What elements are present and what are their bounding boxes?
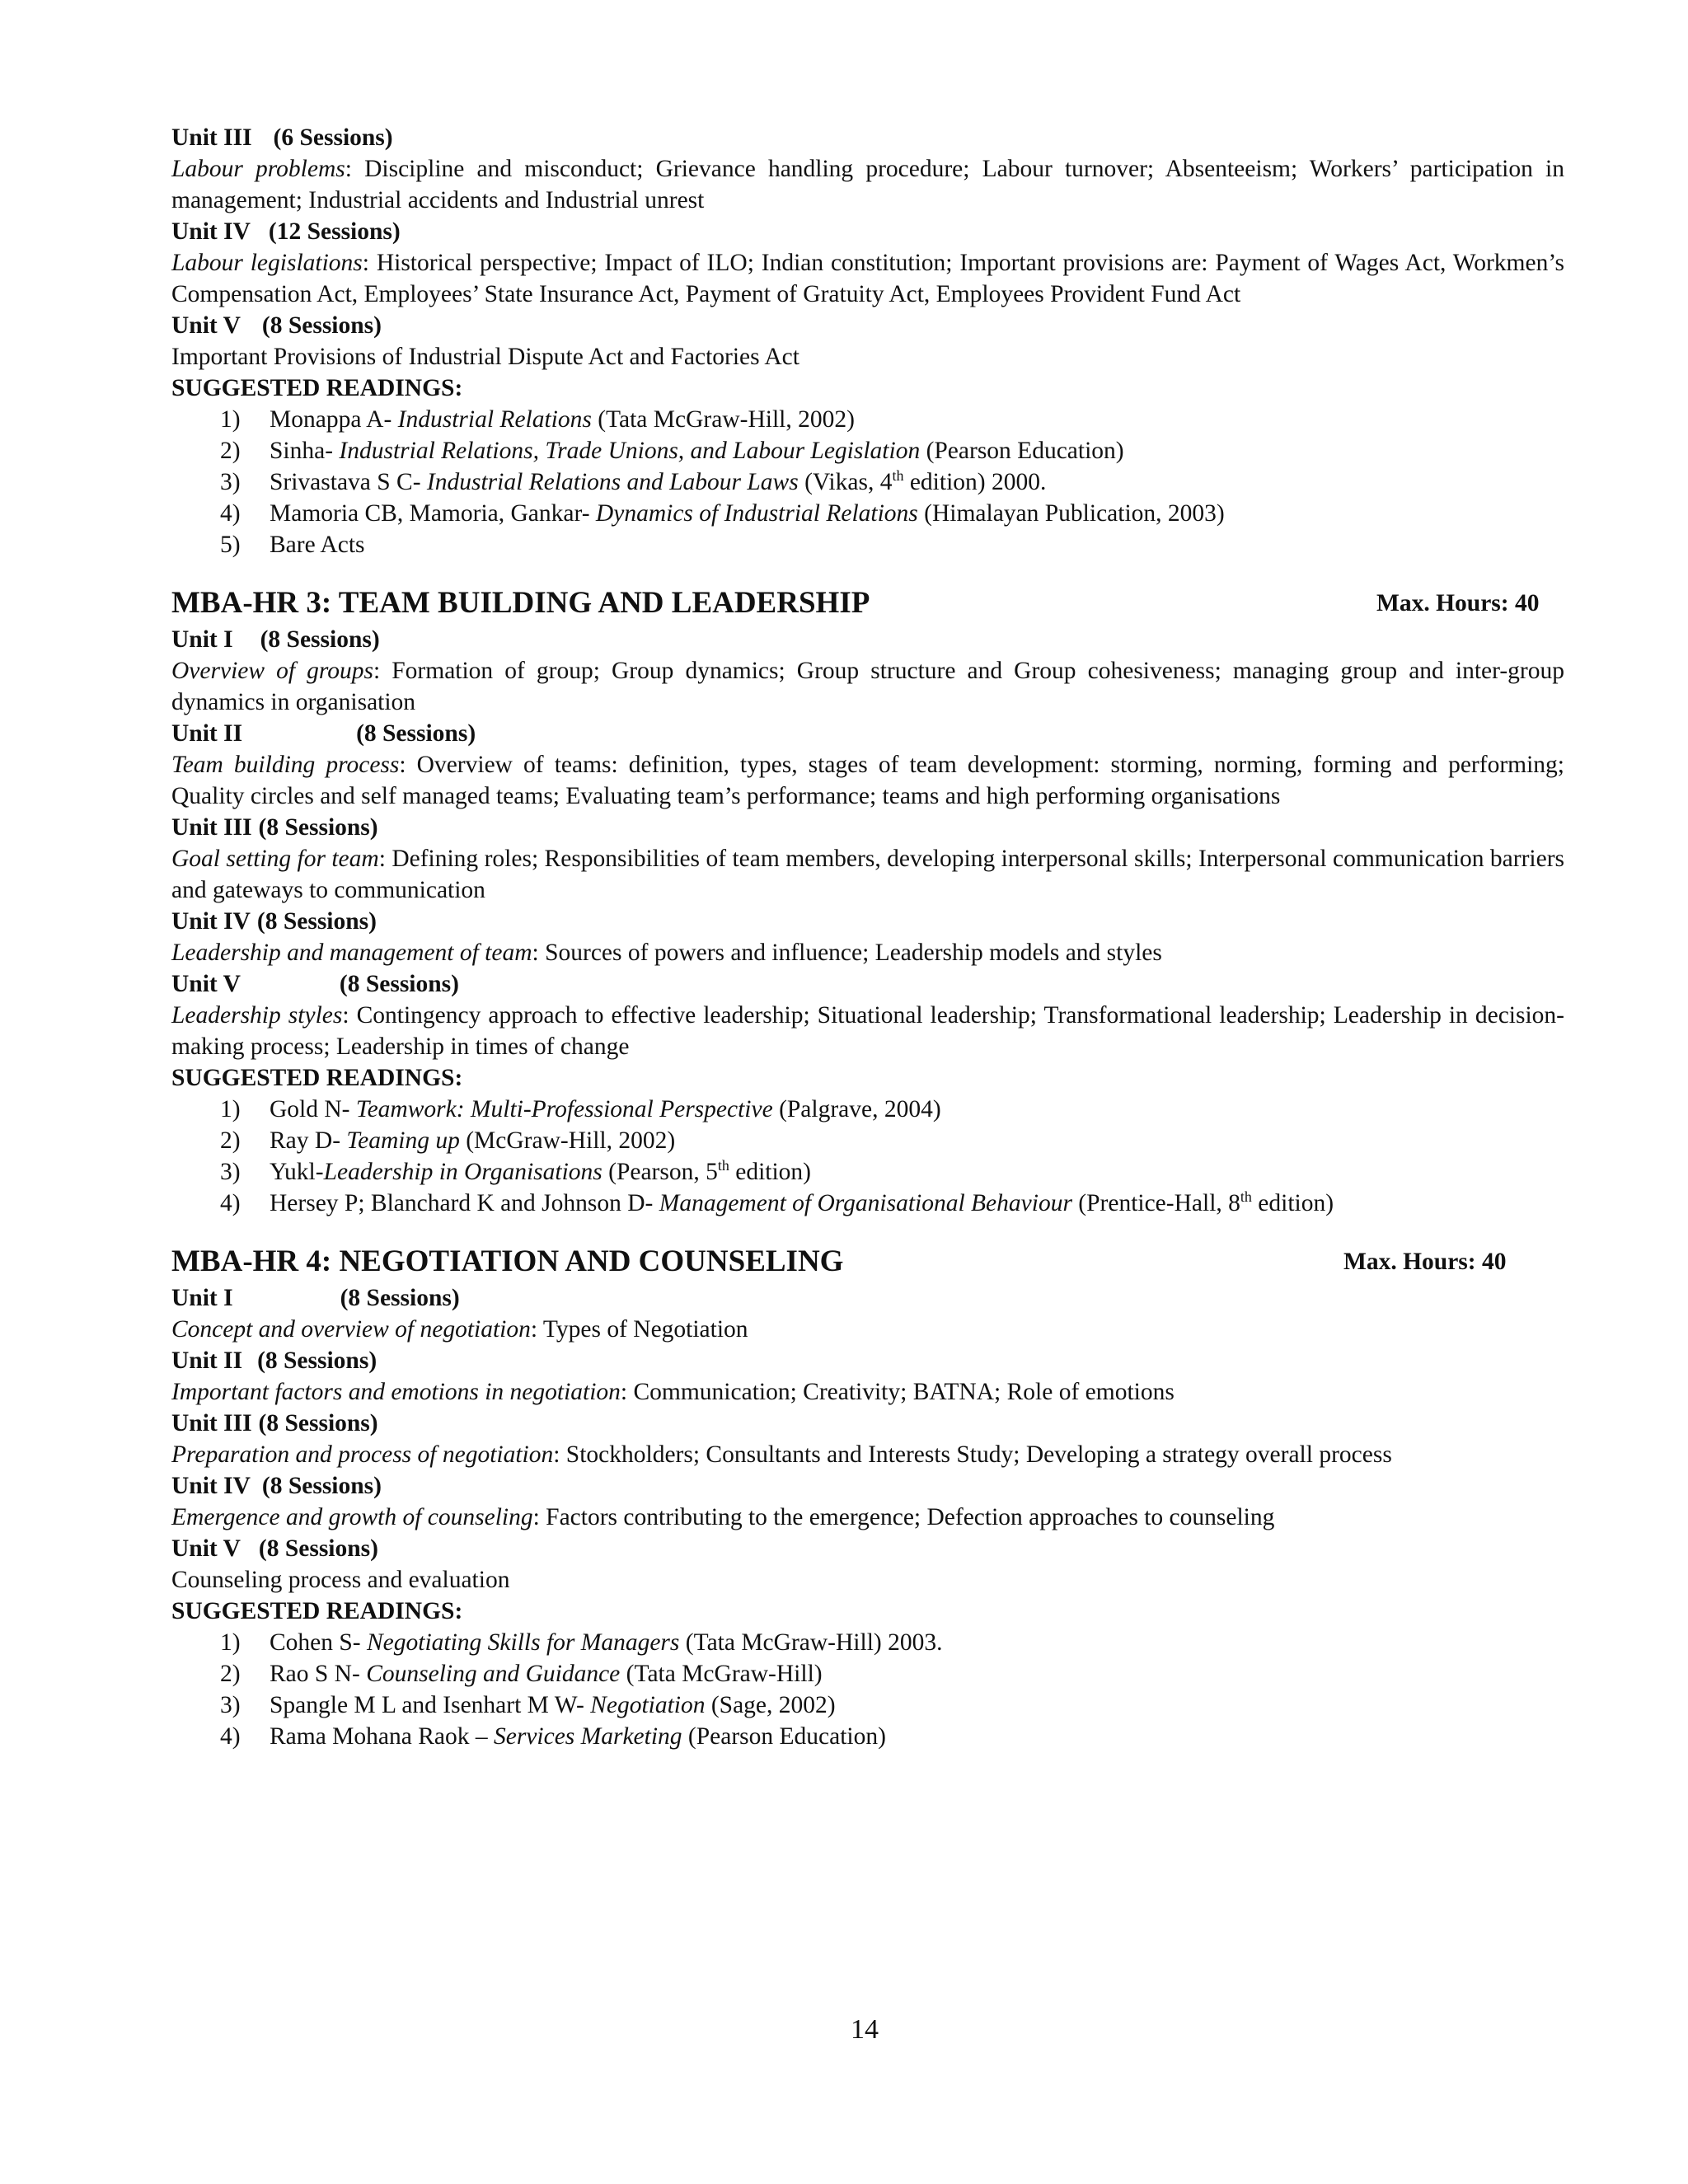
readings-list <box>171 404 1564 560</box>
unit-topic: Important factors and emotions in negotiation <box>171 1379 621 1405</box>
max-hours: Max. Hours: 40 <box>1376 590 1540 616</box>
suggested-readings-heading: SUGGESTED READINGS: <box>171 375 463 401</box>
reading-title: Teamwork: Multi-Professional Perspective <box>355 1096 773 1122</box>
unit-sessions: (12 Sessions) <box>268 218 401 245</box>
suggested-readings-heading: SUGGESTED READINGS: <box>171 1598 463 1624</box>
unit-topic: Labour problems <box>171 156 345 182</box>
unit-content: : Defining roles; Responsibilities of team members, developing interpersonal skills; Interpersonal communication barriers and gateways to communication <box>171 846 1565 903</box>
reading-edition: edition) <box>1251 1190 1334 1216</box>
unit-topic: Team building process <box>171 752 400 778</box>
unit-heading <box>171 310 1564 341</box>
reading-item <box>171 1658 1564 1690</box>
unit-content: : Contingency approach to effective leadership; Situational leadership; Transformational leadership; Leadership in decision-making process; Leadership in times of change <box>171 1002 1564 1060</box>
reading-number: 5) <box>220 532 241 558</box>
reading-author: Spangle M L and Isenhart M W- <box>270 1692 591 1718</box>
unit-sessions: (8 Sessions) <box>258 1535 378 1562</box>
unit-content: Counseling process and evaluation <box>171 1567 510 1593</box>
course-section-hr3 <box>171 586 1564 1219</box>
unit-label: Unit V <box>171 971 241 997</box>
reading-title: Industrial Relations <box>397 406 592 433</box>
reading-publisher: (Himalayan Publication, 2003) <box>917 500 1225 527</box>
unit-heading <box>171 812 1564 843</box>
reading-author: Bare Acts <box>270 532 365 558</box>
reading-number: 3) <box>220 1692 241 1718</box>
unit-description <box>171 1439 1564 1470</box>
reading-number: 2) <box>220 1661 241 1687</box>
page-number: 14 <box>851 2014 879 2045</box>
reading-item <box>171 466 1564 498</box>
reading-item <box>171 1125 1564 1156</box>
unit-sessions: (8 Sessions) <box>258 814 378 841</box>
unit-label: Unit IV <box>171 218 251 245</box>
unit-sessions: (8 Sessions) <box>260 626 380 653</box>
unit-label: Unit III <box>171 1410 252 1436</box>
unit-label: Unit I <box>171 1285 233 1311</box>
reading-publisher: (Tata McGraw-Hill, 2002) <box>591 406 855 433</box>
unit-heading <box>171 718 1564 749</box>
reading-author: Rama Mohana Raok – <box>270 1723 494 1750</box>
reading-author: Srivastava S C- <box>270 469 427 495</box>
reading-publisher: (Pearson Education) <box>920 438 1124 464</box>
unit-sessions: (8 Sessions) <box>340 1285 460 1311</box>
course-title: MBA-HR 4: NEGOTIATION AND COUNSELING <box>171 1244 844 1278</box>
reading-author: Mamoria CB, Mamoria, Gankar- <box>270 500 596 527</box>
unit-topic: Leadership and management of team <box>171 940 532 966</box>
unit-description <box>171 341 1564 373</box>
reading-author: Gold N- <box>270 1096 356 1122</box>
unit-description <box>171 843 1564 906</box>
unit-heading <box>171 968 1564 1000</box>
reading-publisher: (Tata McGraw-Hill) <box>620 1661 823 1687</box>
reading-publisher: (Tata McGraw-Hill) 2003. <box>679 1629 943 1656</box>
course-section-hr4 <box>171 1244 1564 1752</box>
reading-title: Dynamics of Industrial Relations <box>595 500 918 527</box>
reading-title: Management of Organisational Behaviour <box>659 1190 1072 1216</box>
unit-content: : Overview of teams: definition, types, stages of team development: storming, norming, forming and performing; Quality circles and self managed teams; Evaluating team’s performance; teams and high performing organisations <box>171 752 1564 809</box>
unit-sessions: (8 Sessions) <box>261 312 382 339</box>
reading-title: Counseling and Guidance <box>366 1661 621 1687</box>
reading-number: 4) <box>220 1723 241 1750</box>
unit-label: Unit III <box>171 124 252 151</box>
course-title: MBA-HR 3: TEAM BUILDING AND LEADERSHIP <box>171 586 870 620</box>
unit-topic: Preparation and process of negotiation <box>171 1441 554 1468</box>
unit-sessions: (8 Sessions) <box>256 908 377 935</box>
reading-publisher: (Palgrave, 2004) <box>772 1096 941 1122</box>
readings-list <box>171 1627 1564 1752</box>
unit-label: Unit II <box>171 720 243 747</box>
reading-item <box>171 1721 1564 1752</box>
unit-description <box>171 247 1564 310</box>
unit-topic: Concept and overview of negotiation <box>171 1316 531 1343</box>
unit-heading <box>171 1533 1564 1564</box>
unit-content: : Stockholders; Consultants and Interests Study; Developing a strategy overall process <box>553 1441 1392 1468</box>
unit-content: : Communication; Creativity; BATNA; Role of emotions <box>620 1379 1175 1405</box>
reading-author: Cohen S- <box>270 1629 367 1656</box>
reading-number: 4) <box>220 500 241 527</box>
unit-content: : Historical perspective; Impact of ILO; Indian constitution; Important provisions are: Payment of Wages Act, Workmen’s Compensation Act, Employees’ State Insurance Act, Payment of Gratuity Act, Employees Provident Fund Act <box>171 250 1564 307</box>
unit-description <box>171 1314 1564 1345</box>
unit-content: : Discipline and misconduct; Grievance handling procedure; Labour turnover; Absenteeism; Workers’ participation in management; Industrial accidents and Industrial unrest <box>171 156 1564 213</box>
reading-item <box>171 1188 1564 1219</box>
course-header <box>171 586 1564 621</box>
unit-topic: Goal setting for team <box>171 846 379 872</box>
reading-title: Teaming up <box>346 1127 460 1154</box>
reading-edition: edition) 2000. <box>903 469 1047 495</box>
reading-number: 2) <box>220 438 241 464</box>
unit-label: Unit IV <box>171 1473 251 1499</box>
reading-title: Industrial Relations, Trade Unions, and Labour Legislation <box>339 438 921 464</box>
unit-heading <box>171 906 1564 937</box>
unit-label: Unit V <box>171 312 241 339</box>
reading-author: Yukl- <box>270 1159 324 1185</box>
reading-number: 3) <box>220 1159 241 1185</box>
reading-edition: edition) <box>729 1159 812 1185</box>
unit-sessions: (8 Sessions) <box>339 971 459 997</box>
unit-label: Unit II <box>171 1347 243 1374</box>
reading-publisher: (Sage, 2002) <box>705 1692 836 1718</box>
unit-description <box>171 1376 1564 1408</box>
unit-sessions: (8 Sessions) <box>258 1410 378 1436</box>
unit-content: : Sources of powers and influence; Leadership models and styles <box>532 940 1162 966</box>
unit-sessions: (8 Sessions) <box>356 720 476 747</box>
reading-title: Negotiation <box>590 1692 706 1718</box>
reading-publisher: (Prentice-Hall, 8 <box>1071 1190 1240 1216</box>
edition-superscript: th <box>892 467 904 484</box>
readings-list <box>171 1094 1564 1219</box>
reading-publisher: (Vikas, 4 <box>798 469 893 495</box>
unit-content: : Types of Negotiation <box>530 1316 748 1343</box>
edition-superscript: th <box>717 1157 729 1174</box>
unit-heading <box>171 122 1564 153</box>
reading-number: 4) <box>220 1190 241 1216</box>
unit-heading <box>171 1282 1564 1314</box>
reading-number: 1) <box>220 1096 241 1122</box>
reading-publisher: (Pearson Education) <box>682 1723 886 1750</box>
document-page <box>171 122 1564 1752</box>
unit-label: Unit IV <box>171 908 251 935</box>
unit-content: : Factors contributing to the emergence; Defection approaches to counseling <box>532 1504 1275 1530</box>
reading-item <box>171 435 1564 466</box>
reading-author: Monappa A- <box>270 406 398 433</box>
reading-item <box>171 1094 1564 1125</box>
unit-sessions: (8 Sessions) <box>257 1347 377 1374</box>
reading-item <box>171 1156 1564 1188</box>
unit-description <box>171 1000 1564 1062</box>
unit-heading <box>171 1470 1564 1502</box>
unit-content: : Formation of group; Group dynamics; Group structure and Group cohesiveness; managing group and inter-group dynamics in organisation <box>171 658 1564 715</box>
unit-heading <box>171 1345 1564 1376</box>
reading-number: 1) <box>220 1629 241 1656</box>
reading-number: 2) <box>220 1127 241 1154</box>
unit-description <box>171 655 1564 718</box>
unit-label: Unit I <box>171 626 233 653</box>
unit-description <box>171 1564 1564 1596</box>
reading-author: Hersey P; Blanchard K and Johnson D- <box>270 1190 659 1216</box>
unit-sessions: (6 Sessions) <box>273 124 393 151</box>
unit-topic: Emergence and growth of counseling <box>171 1504 533 1530</box>
reading-author: Rao S N- <box>270 1661 367 1687</box>
reading-title: Industrial Relations and Labour Laws <box>426 469 799 495</box>
unit-topic: Leadership styles <box>171 1002 343 1029</box>
unit-heading <box>171 1408 1564 1439</box>
suggested-readings-heading: SUGGESTED READINGS: <box>171 1065 463 1091</box>
unit-description <box>171 1502 1564 1533</box>
reading-author: Sinha- <box>270 438 340 464</box>
unit-content: Important Provisions of Industrial Dispute Act and Factories Act <box>171 344 799 370</box>
unit-topic: Overview of groups <box>171 658 373 684</box>
course-header <box>171 1244 1564 1279</box>
unit-label: Unit V <box>171 1535 241 1562</box>
unit-heading <box>171 624 1564 655</box>
reading-title: Negotiating Skills for Managers <box>367 1629 680 1656</box>
unit-sessions: (8 Sessions) <box>261 1473 382 1499</box>
reading-item <box>171 498 1564 529</box>
reading-number: 3) <box>220 469 241 495</box>
unit-label: Unit III <box>171 814 252 841</box>
reading-item <box>171 1690 1564 1721</box>
reading-item <box>171 1627 1564 1658</box>
unit-description <box>171 153 1564 216</box>
reading-publisher: (Pearson, 5 <box>602 1159 718 1185</box>
reading-number: 1) <box>220 406 241 433</box>
reading-title: Services Marketing <box>494 1723 682 1750</box>
edition-superscript: th <box>1240 1188 1252 1205</box>
course-section-hr2-continued <box>171 122 1564 560</box>
reading-item <box>171 529 1564 560</box>
max-hours: Max. Hours: 40 <box>1343 1249 1507 1275</box>
reading-author: Ray D- <box>270 1127 347 1154</box>
reading-item <box>171 404 1564 435</box>
unit-heading <box>171 216 1564 247</box>
unit-description <box>171 937 1564 968</box>
unit-description <box>171 749 1564 812</box>
unit-topic: Labour legislations <box>171 250 363 276</box>
reading-publisher: (McGraw-Hill, 2002) <box>459 1127 676 1154</box>
reading-title: Leadership in Organisations <box>323 1159 603 1185</box>
